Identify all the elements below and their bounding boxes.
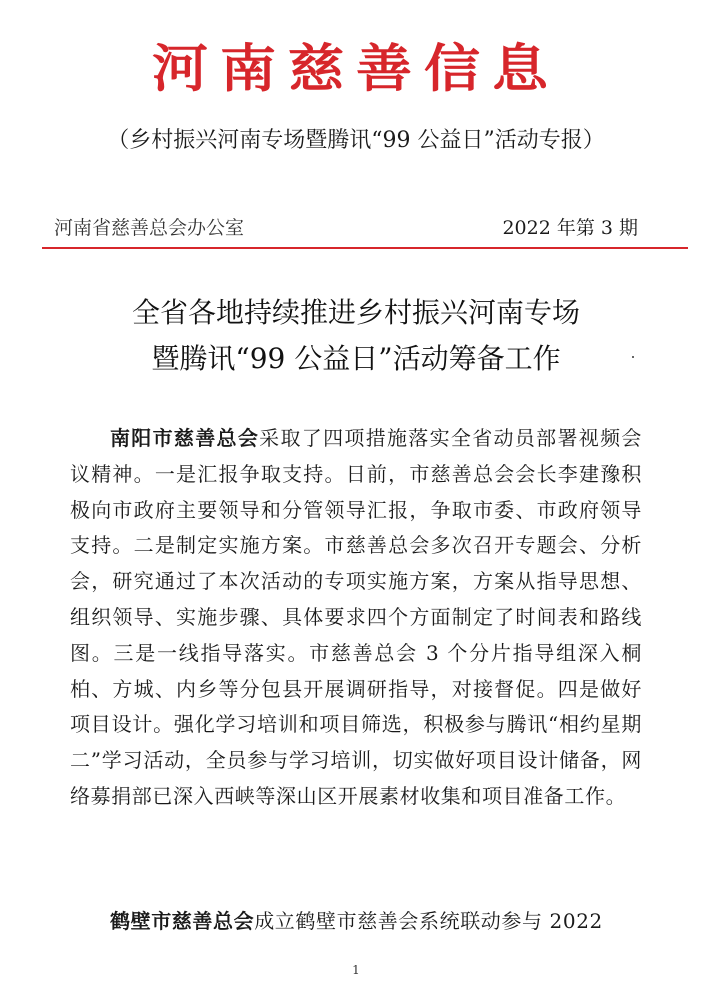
issue-number: 2022 年第 3 期 bbox=[502, 217, 638, 239]
article-headline bbox=[0, 290, 712, 382]
paragraph-lead-organization: 鹤壁市慈善总会 bbox=[110, 909, 255, 933]
issuer-name: 河南省慈善总会办公室 bbox=[54, 217, 245, 239]
paragraph-text: 成立鹤壁市慈善会系统联动参与 2022 bbox=[254, 909, 603, 933]
article-paragraph bbox=[70, 421, 642, 815]
scan-speck bbox=[632, 356, 634, 358]
paragraph-text: 采取了四项措施落实全省动员部署视频会议精神。一是汇报争取支持。日前，市慈善总会会长李建豫积极向市政府主要领导和分管领导汇报，争取市委、市政府领导支持。二是制定实施方案。市慈善总会多次召开专题会、分析会，研究通过了本次活动的专项实施方案，方案从指导思想、组织领导、实施步骤、具体要求四个方面制定了时间表和路线图。三是一线指导落实。市慈善总会 3 个分片指导组深入桐柏、方城、内乡等分包县开展调研指导，对接督促。四是做好项目设计。强化学习培训和项目筛选，积极参与腾讯“相约星期二”学习活动，全员参与学习培训，切实做好项目设计储备，网络募捐部已深入西峡等深山区开展素材收集和项目准备工作。 bbox=[70, 426, 642, 808]
paragraph-lead-organization: 南阳市慈善总会 bbox=[110, 426, 260, 450]
issue-info-row bbox=[54, 213, 638, 243]
article-paragraph bbox=[70, 904, 642, 940]
masthead-subtitle: （乡村振兴河南专场暨腾讯“99 公益日”活动专报） bbox=[107, 128, 605, 153]
headline-line-2: 暨腾讯“99 公益日”活动筹备工作 bbox=[151, 342, 561, 375]
page-number: 1 bbox=[352, 963, 360, 977]
masthead-title: 河南慈善信息 bbox=[152, 39, 560, 100]
masthead-divider bbox=[42, 247, 688, 249]
headline-line-1: 全省各地持续推进乡村振兴河南专场 bbox=[131, 296, 580, 329]
